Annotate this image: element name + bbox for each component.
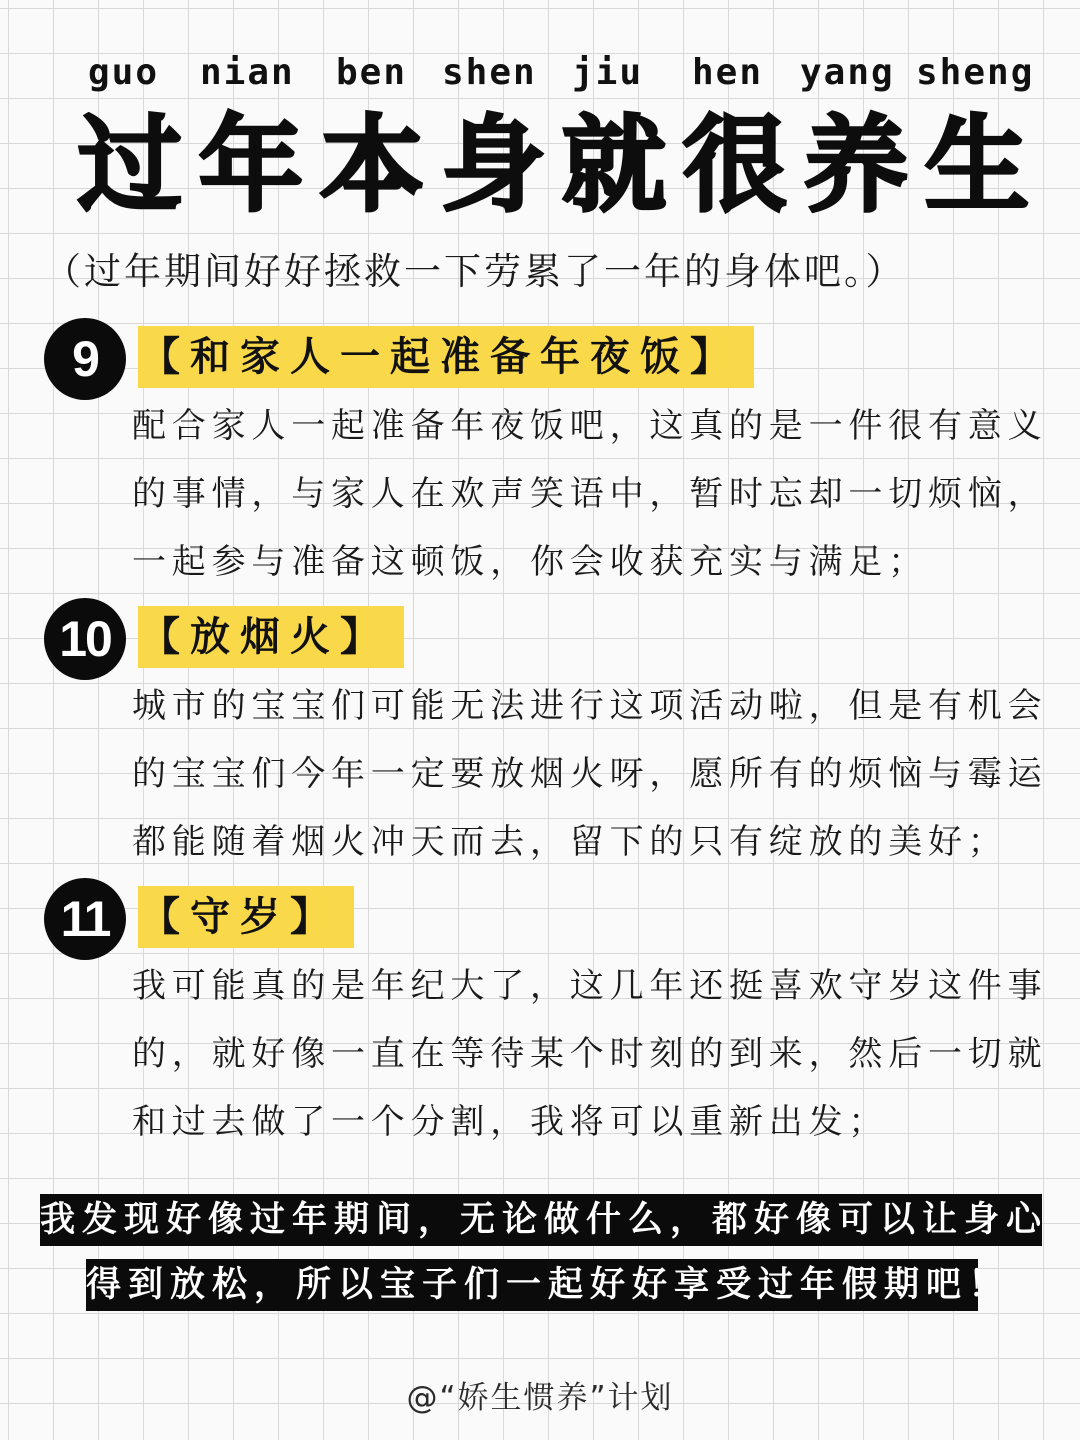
conclusion-line: 我发现好像过年期间，无论做什么，都好像可以让身心 [40, 1200, 1049, 1240]
item-number-badge: 10 [44, 598, 126, 680]
body-line: 我可能真的是年纪大了，这几年还挺喜欢守岁这件事 [132, 966, 1048, 1006]
body-line: 的，就好像一直在等待某个时刻的到来，然后一切就 [132, 1034, 1048, 1074]
item-heading-text: 【和家人一起准备年夜饭】 [140, 334, 740, 380]
page-title: 过年本身就很养生 [78, 104, 1047, 226]
item-number-badge: 9 [44, 318, 126, 400]
title-pinyin [88, 52, 1035, 104]
subtitle: （过年期间好好拯救一下劳累了一年的身体吧。） [44, 250, 906, 293]
pinyin-syllable: jiu [572, 52, 644, 93]
conclusion-banner [86, 1259, 1011, 1311]
body-line: 都能随着烟火冲天而去，留下的只有绽放的美好； [132, 822, 1008, 862]
item-heading [138, 606, 404, 668]
item-body [132, 672, 1060, 876]
pinyin-syllable: shen [442, 52, 537, 93]
item-heading-text: 【守岁】 [140, 894, 340, 940]
conclusion-banner [40, 1194, 1049, 1246]
item-heading-text: 【放烟火】 [140, 614, 390, 660]
item-heading [138, 886, 354, 948]
pinyin-syllable: ben [336, 52, 408, 93]
item-body [132, 392, 1060, 596]
body-line: 一起参与准备这顿饭，你会收获充实与满足； [132, 542, 928, 582]
body-line: 配合家人一起准备年夜饭吧，这真的是一件很有意义 [132, 406, 1048, 446]
pinyin-syllable: guo [88, 52, 160, 93]
conclusion-line: 得到放松，所以宝子们一起好好享受过年假期吧！ [86, 1265, 1011, 1305]
body-line: 城市的宝宝们可能无法进行这项活动啦，但是有机会 [132, 686, 1048, 726]
body-line: 的事情，与家人在欢声笑语中，暂时忘却一切烦恼， [132, 474, 1048, 514]
item-body [132, 952, 1060, 1156]
pinyin-syllable: hen [692, 52, 764, 93]
item-number-badge: 11 [44, 878, 126, 960]
body-line: 和过去做了一个分割，我将可以重新出发； [132, 1102, 889, 1142]
item-heading [138, 326, 754, 388]
body-line: 的宝宝们今年一定要放烟火呀，愿所有的烦恼与霉运 [132, 754, 1048, 794]
pinyin-syllable: sheng [916, 52, 1035, 93]
pinyin-syllable: yang [800, 52, 895, 93]
footer-credit: @“娇生惯养”计划 [406, 1380, 674, 1416]
pinyin-syllable: nian [200, 52, 295, 93]
